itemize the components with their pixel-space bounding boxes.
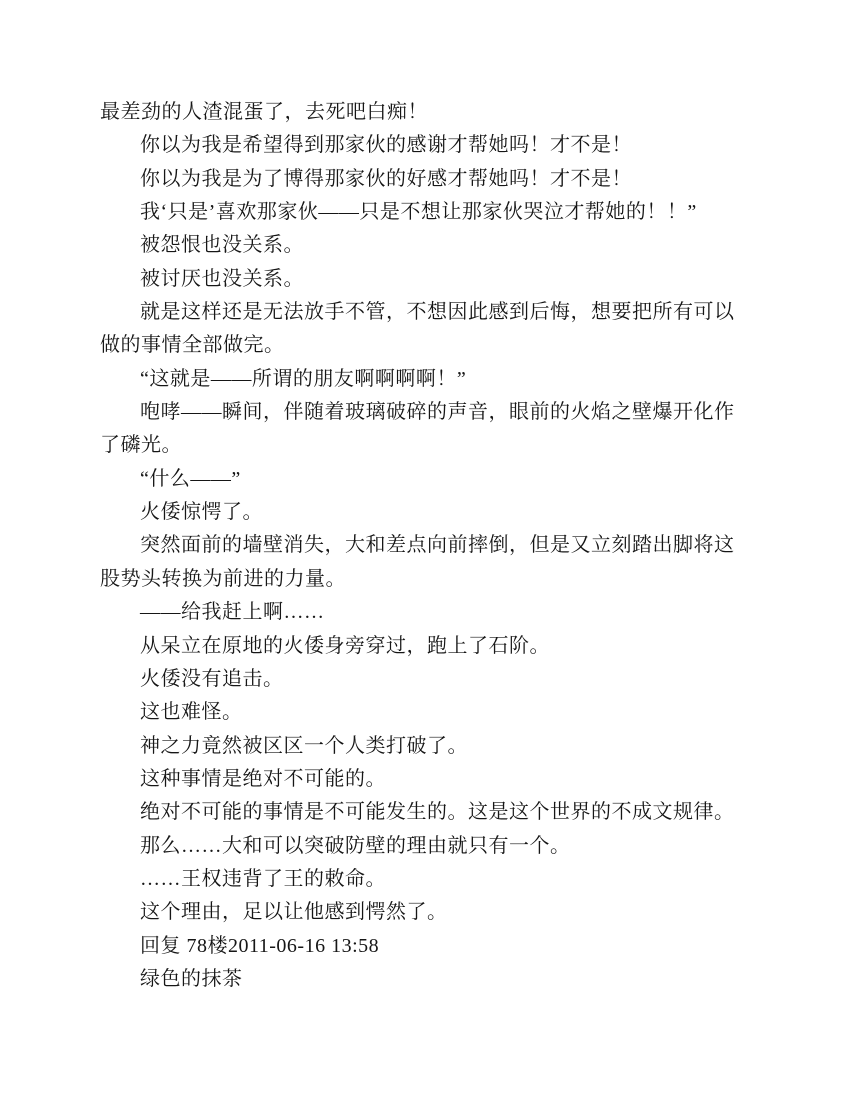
- text-line: 就是这样还是无法放手不管，不想因此感到后悔，想要把所有可以: [140, 301, 735, 324]
- text-line: ——给我赶上啊……: [140, 601, 325, 624]
- text-line: 火倭惊愕了。: [140, 501, 263, 524]
- text-line: “什么——”: [140, 467, 241, 490]
- text-line: 从呆立在原地的火倭身旁穿过，跑上了石阶。: [140, 634, 550, 657]
- text-line: 了磷光。: [100, 434, 182, 457]
- text-line: 这个理由，足以让他感到愕然了。: [140, 901, 448, 924]
- text-line: 我‘只是’喜欢那家伙——只是不想让那家伙哭泣才帮她的！！”: [140, 201, 697, 224]
- text-line: 最差劲的人渣混蛋了，去死吧白痴！: [100, 101, 428, 123]
- text-line: 绝对不可能的事情是不可能发生的。这是这个世界的不成文规律。: [140, 801, 735, 824]
- text-line: 咆哮——瞬间，伴随着玻璃破碎的声音，眼前的火焰之壁爆开化作: [140, 401, 735, 424]
- document-text: [100, 96, 760, 996]
- text-line: 被怨恨也没关系。: [140, 234, 304, 257]
- text-line: 火倭没有追击。: [140, 667, 284, 690]
- text-line: 突然面前的墙壁消失，大和差点向前摔倒，但是又立刻踏出脚将这: [140, 534, 735, 557]
- text-line: 你以为我是希望得到那家伙的感谢才帮她吗！才不是！: [140, 134, 632, 157]
- text-line: 这也难怪。: [140, 701, 243, 724]
- username-line: 绿色的抹茶: [140, 967, 243, 990]
- text-line: 那么……大和可以突破防壁的理由就只有一个。: [140, 834, 571, 857]
- text-line: 你以为我是为了博得那家伙的好感才帮她吗！才不是！: [140, 167, 632, 190]
- text-line: 神之力竟然被区区一个人类打破了。: [140, 734, 468, 757]
- text-line: 股势头转换为前进的力量。: [100, 567, 346, 590]
- text-line: 这种事情是绝对不可能的。: [140, 767, 386, 790]
- text-line: “这就是——所谓的朋友啊啊啊啊！”: [140, 367, 467, 390]
- text-line: 被讨厌也没关系。: [140, 267, 304, 290]
- text-line: ……王权违背了王的敕命。: [140, 867, 386, 890]
- text-line: 做的事情全部做完。: [100, 334, 285, 357]
- reply-meta-line: 回复 78楼2011-06-16 13:58: [140, 934, 380, 957]
